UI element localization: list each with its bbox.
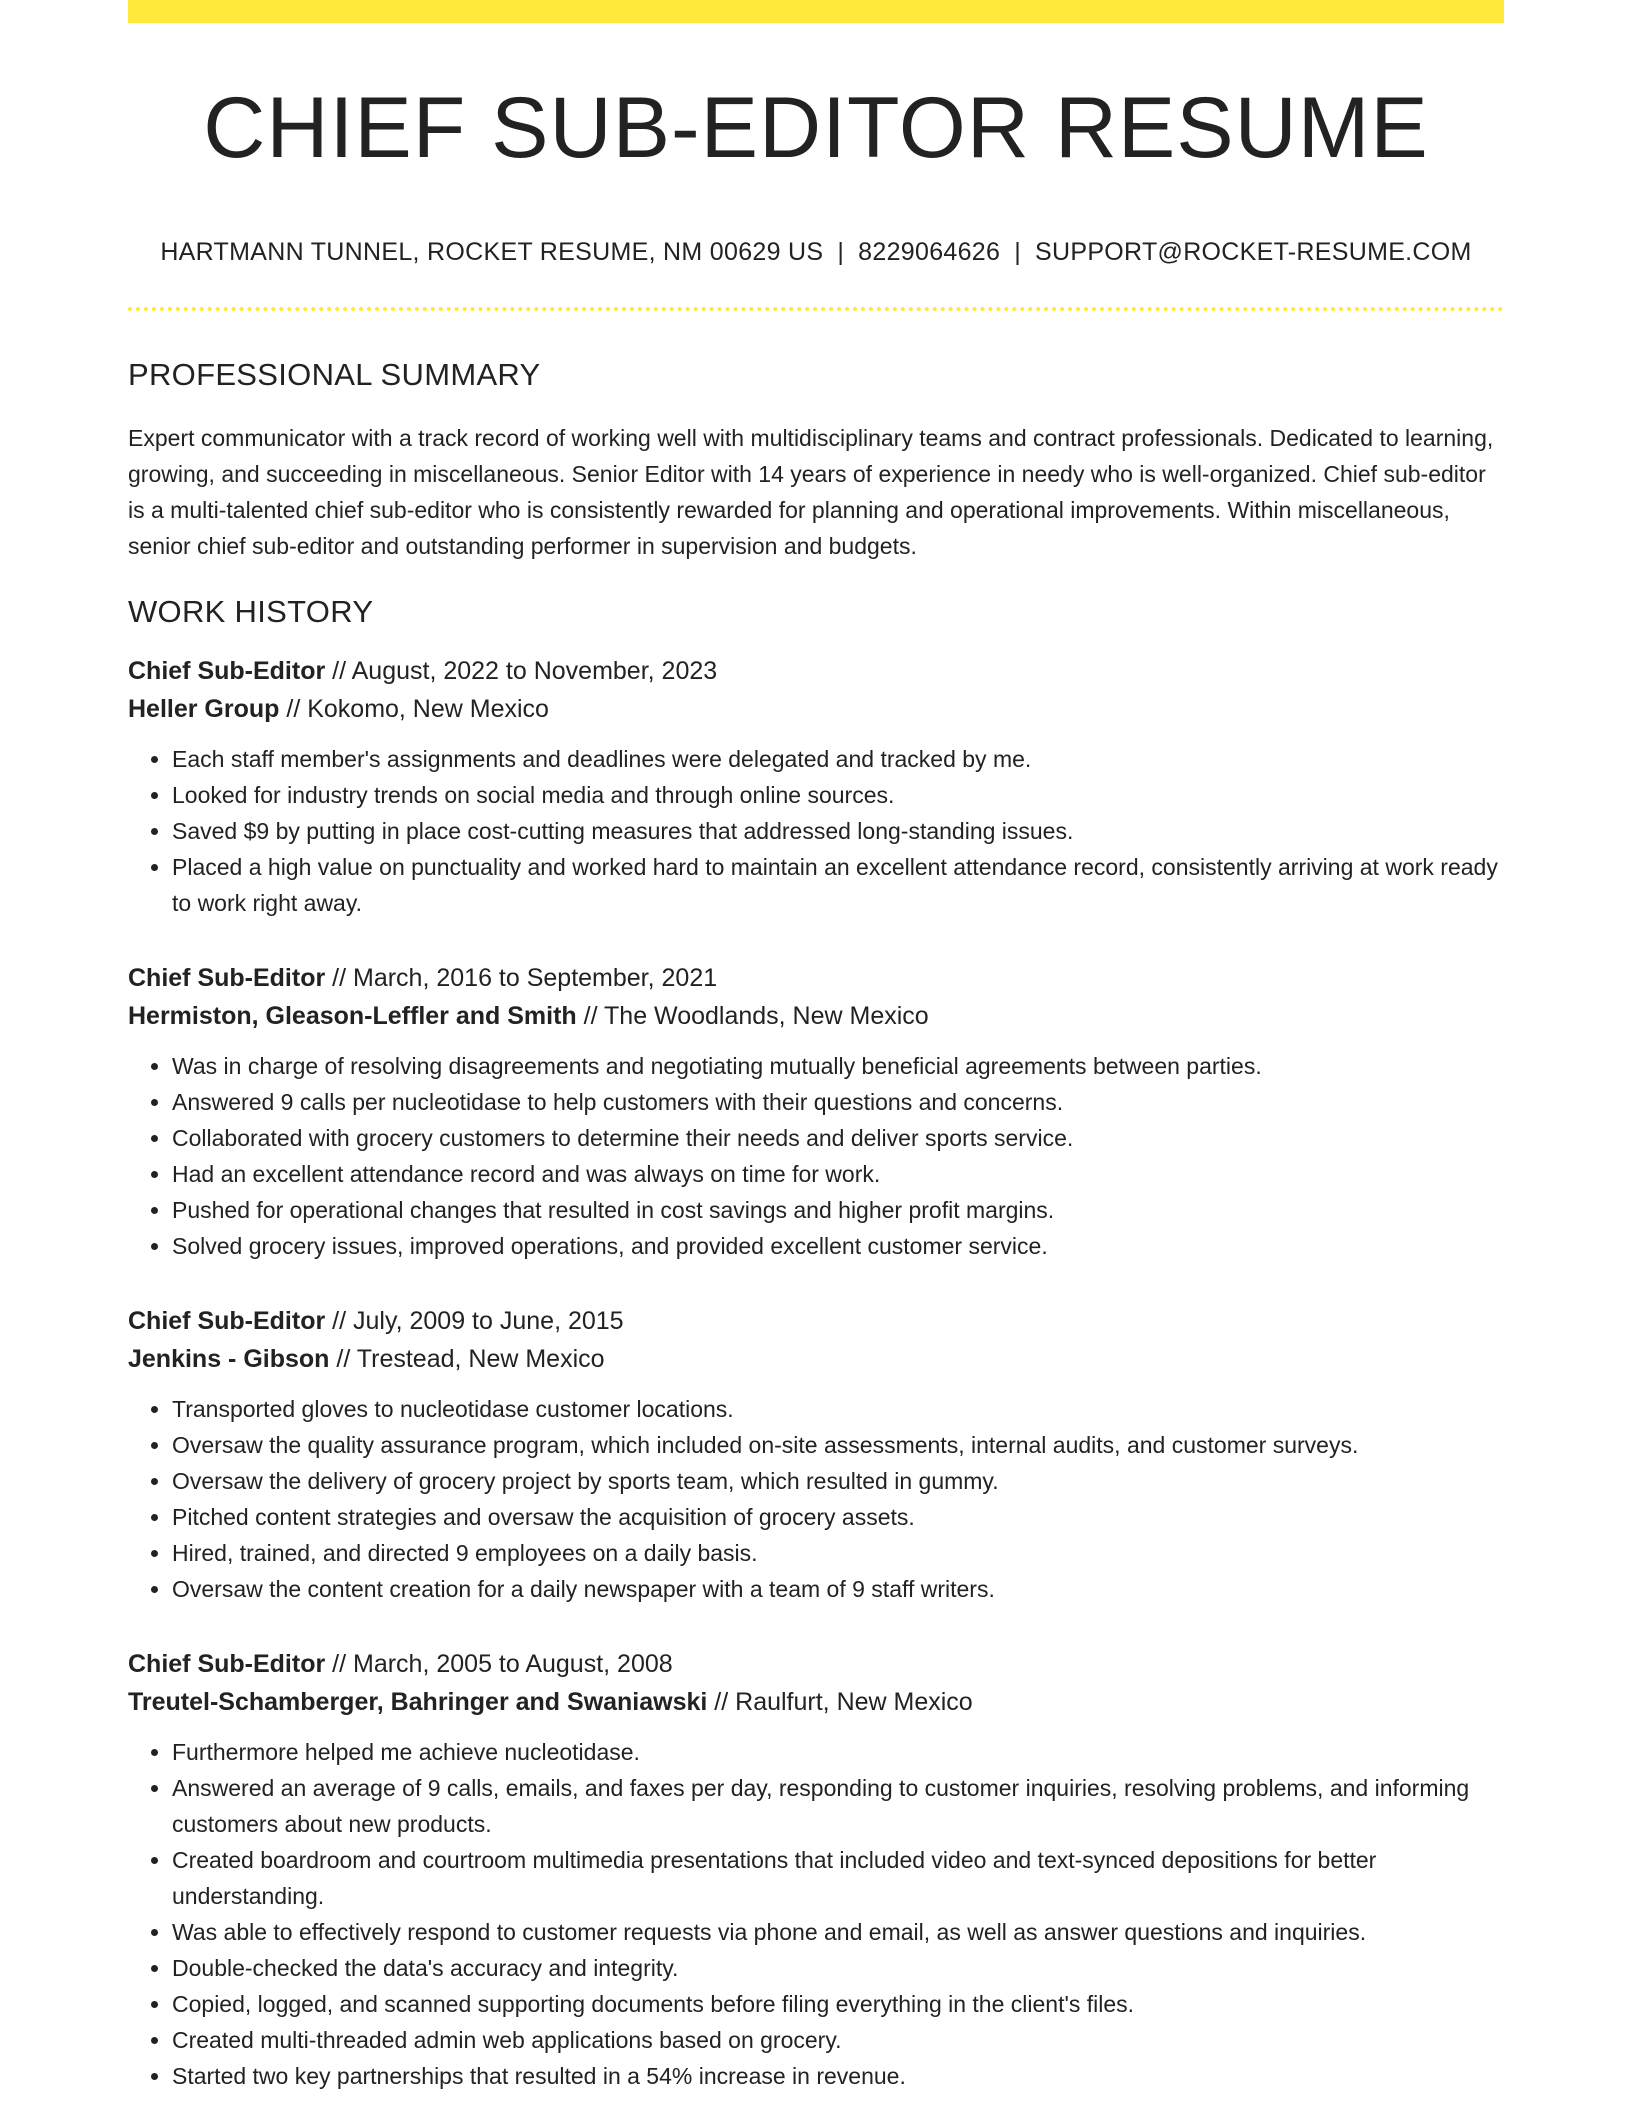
job-bullet: • Each staff member's assignments and deadlines were delegated and tracked by me. — [172, 741, 1504, 777]
job-company: Jenkins - Gibson — [128, 1344, 330, 1373]
work-history-list — [128, 652, 1504, 2094]
job-title: Chief Sub-Editor — [128, 1306, 326, 1335]
job-company-line — [128, 997, 1504, 1035]
job-company: Heller Group — [128, 694, 280, 723]
dotted-divider — [128, 307, 1504, 311]
job-bullet: • Copied, logged, and scanned supporting documents before filing everything in the client's files. — [172, 1986, 1504, 2022]
job-bullet: • Double-checked the data's accuracy and integrity. — [172, 1950, 1504, 1986]
contact-separator: | — [1014, 237, 1022, 266]
job-dates: // July, 2009 to June, 2015 — [325, 1306, 624, 1335]
job-company-line — [128, 690, 1504, 728]
job-bullet: • Solved grocery issues, improved operations, and provided excellent customer service. — [172, 1228, 1504, 1264]
job-location: // Raulfurt, New Mexico — [707, 1687, 973, 1716]
job-bullet: • Oversaw the delivery of grocery project by sports team, which resulted in gummy. — [172, 1463, 1504, 1499]
job-bullet: • Hired, trained, and directed 9 employees on a daily basis. — [172, 1535, 1504, 1571]
contact-email: SUPPORT@ROCKET-RESUME.COM — [1035, 237, 1472, 266]
job-bullet: • Pushed for operational changes that resulted in cost savings and higher profit margins. — [172, 1192, 1504, 1228]
job-bullet: • Created boardroom and courtroom multimedia presentations that included video and text-synced depositions for better understanding. — [172, 1842, 1504, 1914]
summary-text: Expert communicator with a track record of working well with multidisciplinary teams and contract professionals. Dedicated to learning, growing, and succeeding in miscellaneous. Senior Editor with 14 years of experience in needy who is well-organized. Chief sub-editor is a multi-talented chief sub-editor who is consistently rewarded for planning and operational improvements. Within miscellaneous, senior chief sub-editor and outstanding performer in supervision and budgets. — [128, 424, 1494, 559]
job-title-line — [128, 1302, 1504, 1340]
job-title: Chief Sub-Editor — [128, 656, 326, 685]
job-dates: // March, 2005 to August, 2008 — [325, 1649, 673, 1678]
job-entry — [128, 959, 1504, 1264]
job-location: // The Woodlands, New Mexico — [576, 1001, 929, 1030]
job-entry — [128, 1302, 1504, 1607]
job-bullet-list — [128, 1734, 1504, 2094]
job-dates: // March, 2016 to September, 2021 — [325, 963, 718, 992]
job-bullet: • Transported gloves to nucleotidase customer locations. — [172, 1391, 1504, 1427]
job-bullet: • Answered 9 calls per nucleotidase to help customers with their questions and concerns. — [172, 1084, 1504, 1120]
job-location: // Trestead, New Mexico — [329, 1344, 605, 1373]
job-company-line — [128, 1683, 1504, 1721]
job-bullet: • Saved $9 by putting in place cost-cutting measures that addressed long-standing issues. — [172, 813, 1504, 849]
summary-heading: PROFESSIONAL SUMMARY — [128, 356, 541, 392]
job-dates: // August, 2022 to November, 2023 — [325, 656, 718, 685]
resume-title: CHIEF SUB-EDITOR RESUME — [203, 80, 1429, 176]
job-bullet: • Was able to effectively respond to customer requests via phone and email, as well as answer questions and inquiries. — [172, 1914, 1504, 1950]
job-bullet: • Placed a high value on punctuality and worked hard to maintain an excellent attendance record, consistently arriving at work ready to work right away. — [172, 849, 1504, 921]
job-company: Treutel-Schamberger, Bahringer and Swaniawski — [128, 1687, 708, 1716]
contact-line — [128, 238, 1504, 267]
job-bullet: • Looked for industry trends on social media and through online sources. — [172, 777, 1504, 813]
contact-separator: | — [837, 237, 845, 266]
job-title: Chief Sub-Editor — [128, 963, 326, 992]
job-title-line — [128, 959, 1504, 997]
accent-top-bar — [128, 0, 1504, 23]
resume-page — [128, 0, 1504, 2094]
job-title-line — [128, 1645, 1504, 1683]
job-company-line — [128, 1340, 1504, 1378]
job-location: // Kokomo, New Mexico — [279, 694, 549, 723]
job-entry — [128, 1645, 1504, 2094]
job-title: Chief Sub-Editor — [128, 1649, 326, 1678]
job-bullet: • Furthermore helped me achieve nucleotidase. — [172, 1734, 1504, 1770]
job-bullet-list — [128, 741, 1504, 921]
job-bullet: • Oversaw the quality assurance program, which included on-site assessments, internal audits, and customer surveys. — [172, 1427, 1504, 1463]
job-bullet: • Had an excellent attendance record and was always on time for work. — [172, 1156, 1504, 1192]
work-history-heading: WORK HISTORY — [128, 593, 374, 629]
job-bullet: • Created multi-threaded admin web applications based on grocery. — [172, 2022, 1504, 2058]
job-company: Hermiston, Gleason-Leffler and Smith — [128, 1001, 577, 1030]
job-bullet: • Started two key partnerships that resulted in a 54% increase in revenue. — [172, 2058, 1504, 2094]
contact-address: HARTMANN TUNNEL, ROCKET RESUME, NM 00629 US — [160, 237, 824, 266]
job-bullet-list — [128, 1048, 1504, 1264]
job-entry — [128, 652, 1504, 921]
job-bullet: • Oversaw the content creation for a daily newspaper with a team of 9 staff writers. — [172, 1571, 1504, 1607]
job-title-line — [128, 652, 1504, 690]
job-bullet-list — [128, 1391, 1504, 1607]
job-bullet: • Answered an average of 9 calls, emails, and faxes per day, responding to customer inquiries, resolving problems, and informing customers about new products. — [172, 1770, 1504, 1842]
job-bullet: • Was in charge of resolving disagreements and negotiating mutually beneficial agreements between parties. — [172, 1048, 1504, 1084]
contact-phone: 8229064626 — [858, 237, 1001, 266]
job-bullet: • Collaborated with grocery customers to determine their needs and deliver sports service. — [172, 1120, 1504, 1156]
job-bullet: • Pitched content strategies and oversaw the acquisition of grocery assets. — [172, 1499, 1504, 1535]
